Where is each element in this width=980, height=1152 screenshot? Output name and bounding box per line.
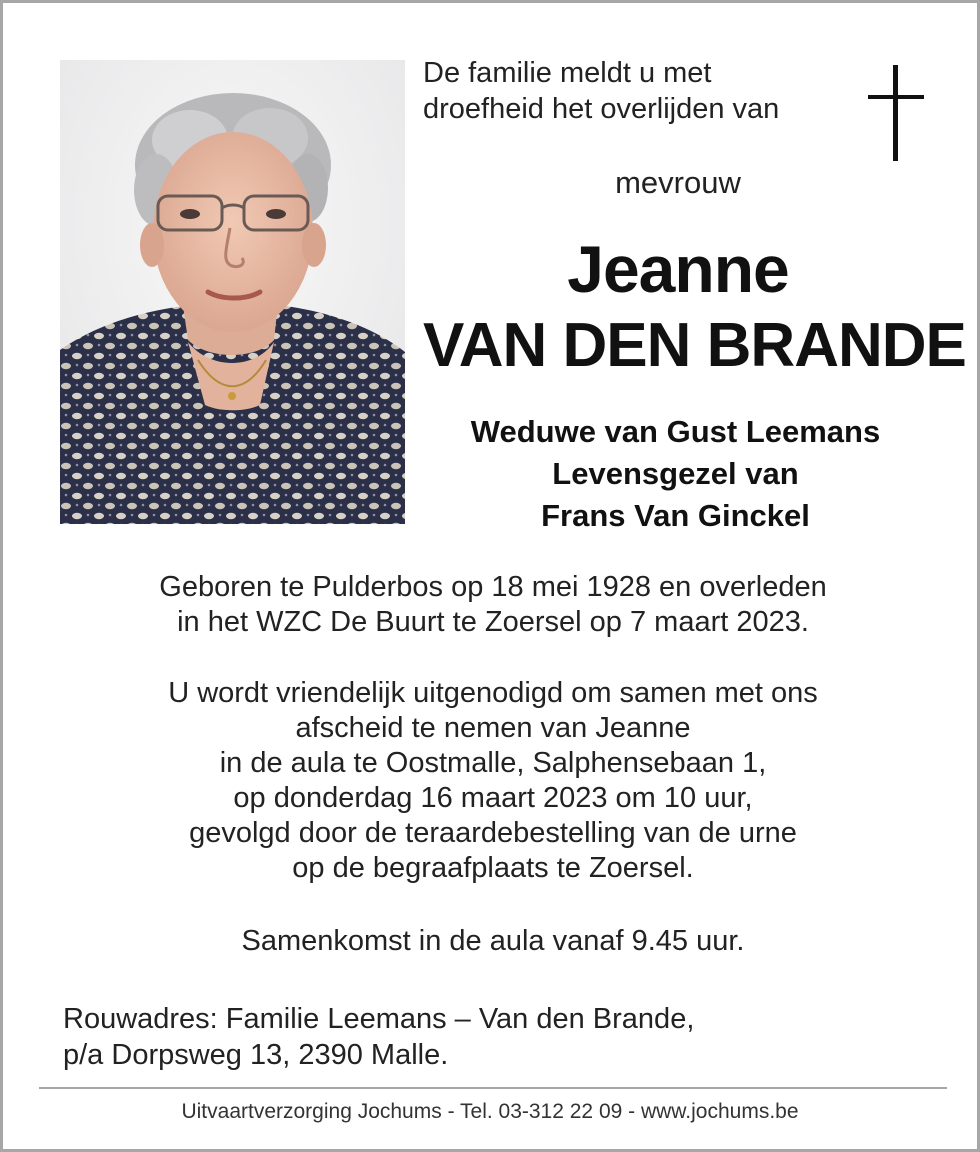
- invitation-line: gevolgd door de teraardebestelling van de urne: [189, 817, 797, 849]
- intro-text: [423, 55, 843, 127]
- cross-icon: [865, 65, 925, 163]
- invitation-line: op de begraafplaats te Zoersel.: [292, 852, 694, 884]
- intro-line: De familie meldt u met: [423, 57, 712, 89]
- gathering-line: Samenkomst in de aula vanaf 9.45 uur.: [241, 925, 745, 957]
- invitation-line: op donderdag 16 maart 2023 om 10 uur,: [233, 782, 753, 814]
- relation-line: Levensgezel van: [552, 456, 799, 491]
- portrait-photo: [60, 60, 405, 524]
- intro-line: droefheid het overlijden van: [423, 93, 780, 125]
- address-line: Rouwadres: Familie Leemans – Van den Brande,: [63, 1003, 695, 1035]
- relation-line: Weduwe van Gust Leemans: [470, 414, 881, 449]
- invitation-line: in de aula te Oostmalle, Salphensebaan 1,: [219, 747, 767, 779]
- mourning-address: [63, 1001, 923, 1073]
- title-honorific: mevrouw: [615, 165, 741, 200]
- died-line: in het WZC De Buurt te Zoersel op 7 maart 2023.: [177, 606, 809, 638]
- relation-line: Frans Van Ginckel: [541, 498, 810, 533]
- gathering-info: [43, 924, 943, 959]
- footer-funeral-home: Uitvaartverzorging Jochums - Tel. 03-312 22 09 - www.jochums.be: [181, 1100, 799, 1123]
- last-name: VAN DEN BRANDE: [423, 311, 966, 380]
- born-line: Geboren te Pulderbos op 18 mei 1928 en overleden: [159, 571, 827, 603]
- invitation-line: afscheid te nemen van Jeanne: [295, 712, 691, 744]
- birth-death-info: [43, 570, 943, 640]
- address-line: p/a Dorpsweg 13, 2390 Malle.: [63, 1039, 449, 1071]
- first-name: Jeanne: [567, 232, 789, 306]
- relations: [423, 411, 928, 537]
- footer-divider: [39, 1087, 947, 1089]
- funeral-invitation: [43, 676, 943, 886]
- invitation-line: U wordt vriendelijk uitgenodigd om samen met ons: [168, 677, 818, 709]
